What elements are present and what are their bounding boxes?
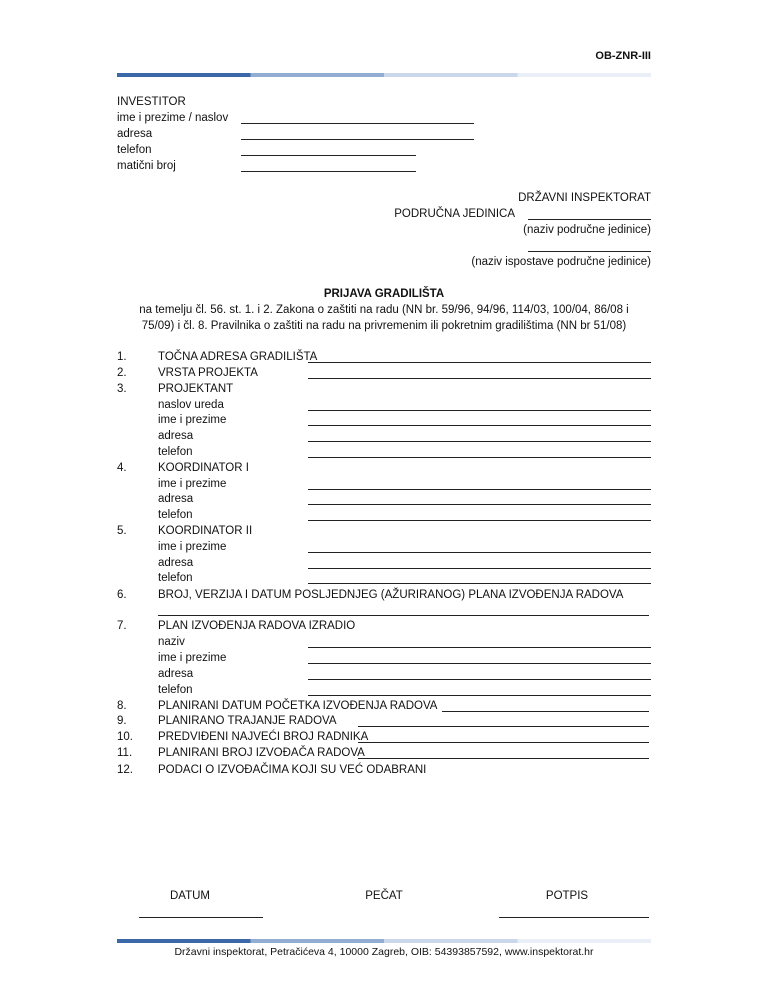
plan-author-person-label: ime i prezime [158, 652, 227, 664]
datum-field[interactable] [139, 906, 263, 918]
designer-address-label: adresa [158, 430, 194, 442]
contractors-count-field[interactable] [358, 747, 649, 759]
item-label-contractors-count: PLANIRANI BROJ IZVOĐAČA RADOVA [158, 747, 365, 759]
plan-author-name-label: naziv [158, 636, 185, 648]
item-number: 4. [117, 462, 127, 474]
investitor-id-field[interactable] [241, 160, 416, 172]
duration-field[interactable] [358, 715, 649, 727]
coordinator1-address-field[interactable] [308, 493, 651, 505]
investitor-heading: INVESTITOR [117, 96, 186, 108]
coordinator1-name-label: ime i prezime [158, 478, 227, 490]
plan-author-phone-label: telefon [158, 684, 193, 696]
legal-basis-line1: na temelju čl. 56. st. 1. i 2. Zakona o zaštiti na radu (NN br. 59/96, 94/96, 114/03, 100/04, 86/08 i [139, 304, 629, 316]
item-number: 2. [117, 367, 127, 379]
item-label-plan-author: PLAN IZVOĐENJA RADOVA IZRADIO [158, 620, 356, 632]
header-divider [117, 73, 651, 77]
item-label-max-workers: PREDVIĐENI NAJVEĆI BROJ RADNIKA [158, 731, 369, 743]
designer-address-field[interactable] [308, 430, 651, 442]
coordinator2-phone-field[interactable] [308, 572, 651, 584]
designer-office-label: naslov ureda [158, 399, 224, 411]
designer-name-field[interactable] [308, 414, 651, 426]
item-number: 9. [117, 715, 127, 727]
item-number: 3. [117, 383, 127, 395]
footer-divider [117, 939, 651, 943]
item-label-selected-contractors: PODACI O IZVOĐAČIMA KOJI SU VEĆ ODABRANI [158, 764, 427, 776]
potpis-field[interactable] [499, 906, 649, 918]
item-label-duration: PLANIRANO TRAJANJE RADOVA [158, 715, 337, 727]
branch-field[interactable] [528, 240, 651, 252]
form-title: PRIJAVA GRADILIŠTA [323, 288, 445, 300]
investitor-name-field[interactable] [241, 112, 474, 124]
item-label-coordinator-2: KOORDINATOR II [158, 525, 253, 537]
inspektorat-title: DRŽAVNI INSPEKTORAT [518, 192, 651, 204]
investitor-name-label: ime i prezime / naslov [117, 112, 229, 124]
max-workers-field[interactable] [358, 731, 649, 743]
plan-author-name-field[interactable] [308, 636, 651, 648]
site-address-field[interactable] [308, 351, 651, 363]
designer-phone-label: telefon [158, 446, 193, 458]
plan-author-address-field[interactable] [308, 668, 651, 680]
investitor-id-label: matični broj [117, 160, 176, 172]
coordinator1-phone-field[interactable] [308, 509, 651, 521]
coordinator2-name-label: ime i prezime [158, 541, 227, 553]
unit-note: (naziv područne jedinice) [523, 224, 651, 236]
item-number: 12. [117, 764, 133, 776]
item-number: 5. [117, 525, 127, 537]
document-code: OB-ZNR-III [595, 50, 651, 62]
coordinator2-phone-label: telefon [158, 572, 193, 584]
legal-basis-line2: 75/09) i čl. 8. Pravilnika o zaštiti na radu na privremenim ili pokretnim gradilištima (NN br 51/08) [141, 320, 627, 332]
designer-office-field[interactable] [308, 399, 651, 411]
item-number: 8. [117, 700, 127, 712]
investitor-phone-label: telefon [117, 144, 152, 156]
unit-field[interactable] [528, 208, 651, 220]
plan-author-address-label: adresa [158, 668, 194, 680]
investitor-phone-field[interactable] [241, 144, 416, 156]
item-number: 11. [117, 747, 133, 759]
item-number: 10. [117, 731, 133, 743]
coordinator1-address-label: adresa [158, 493, 194, 505]
start-date-field[interactable] [442, 700, 649, 712]
plan-author-phone-field[interactable] [308, 684, 651, 696]
potpis-label: POTPIS [545, 890, 589, 902]
plan-author-person-field[interactable] [308, 652, 651, 664]
item-label-coordinator-1: KOORDINATOR I [158, 462, 249, 474]
item-label-start-date: PLANIRANI DATUM POČETKA IZVOĐENJA RADOVA [158, 700, 438, 712]
pecat-label: PEČAT [365, 890, 403, 902]
plan-version-field[interactable] [158, 604, 649, 616]
project-type-field[interactable] [308, 367, 651, 379]
coordinator2-name-field[interactable] [308, 541, 651, 553]
item-label-project-type: VRSTA PROJEKTA [158, 367, 258, 379]
datum-label: DATUM [169, 890, 211, 902]
item-number: 1. [117, 351, 127, 363]
item-number: 7. [117, 620, 127, 632]
item-number: 6. [117, 589, 127, 601]
designer-phone-field[interactable] [308, 446, 651, 458]
item-label-plan-version: BROJ, VERZIJA I DATUM POSLJEDNJEG (AŽURIRANOG) PLANA IZVOĐENJA RADOVA [158, 589, 624, 601]
designer-name-label: ime i prezime [158, 414, 227, 426]
coordinator2-address-field[interactable] [308, 557, 651, 569]
investitor-address-field[interactable] [241, 128, 474, 140]
item-label-site-address: TOČNA ADRESA GRADILIŠTA [158, 351, 318, 363]
investitor-address-label: adresa [117, 128, 153, 140]
unit-label: PODRUČNA JEDINICA [394, 208, 515, 220]
branch-note: (naziv ispostave područne jedinice) [471, 256, 651, 268]
footer-text: Državni inspektorat, Petračićeva 4, 10000 Zagreb, OIB: 54393857592, www.inspektorat.hr [174, 946, 594, 958]
coordinator2-address-label: adresa [158, 557, 194, 569]
coordinator1-phone-label: telefon [158, 509, 193, 521]
coordinator1-name-field[interactable] [308, 478, 651, 490]
selected-contractors-area[interactable] [158, 780, 649, 870]
item-label-designer: PROJEKTANT [158, 383, 234, 395]
